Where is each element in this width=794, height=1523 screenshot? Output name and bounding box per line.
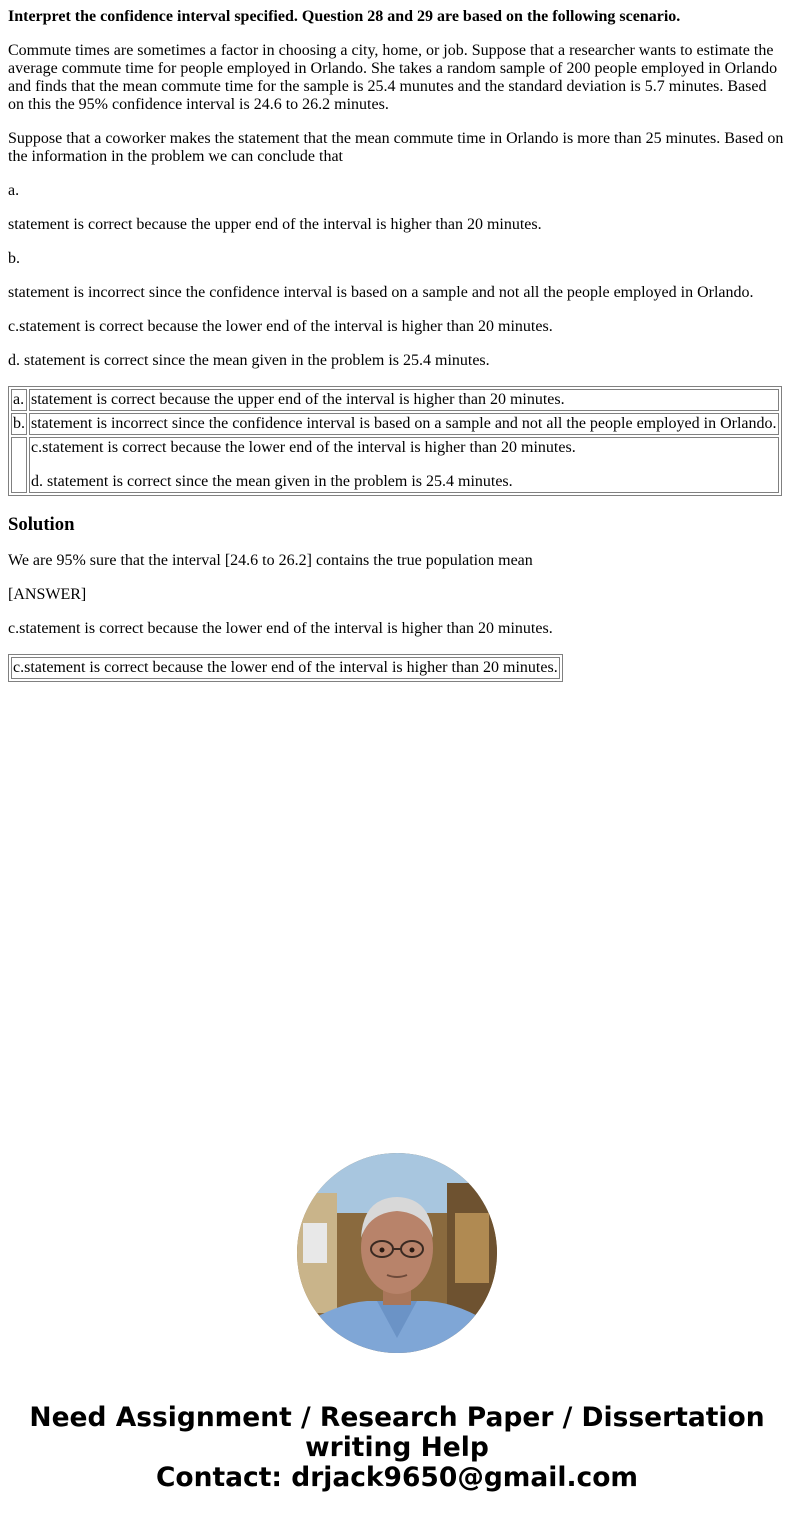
table-row bbox=[11, 657, 560, 679]
avatar-portrait-image bbox=[297, 1153, 497, 1353]
option-b-letter: b. bbox=[8, 250, 20, 267]
solution-heading: Solution bbox=[8, 514, 75, 535]
option-a-text: statement is correct because the upper end of the interval is higher than 20 minutes. bbox=[8, 216, 542, 233]
question-title: Interpret the confidence interval specified. Question 28 and 29 are based on the following scenario. bbox=[8, 8, 681, 25]
answer-box: c.statement is correct because the lower end of the interval is higher than 20 minutes. bbox=[11, 657, 560, 679]
promo-line-1: Need Assignment / Research Paper / Dissertation bbox=[29, 1402, 765, 1433]
scenario-text: Commute times are sometimes a factor in choosing a city, home, or job. Suppose that a researcher wants to estimate the average commute time for people employed in Orlando. She takes a random sample of 200 people employed in Orlando and finds that the mean commute time for the sample is 25.4 munutes and the standard deviation is 5.7 minutes. Based on this the 95% confidence interval is 24.6 to 26.2 minutes. bbox=[8, 42, 778, 113]
table-cell-text: statement is incorrect since the confidence interval is based on a sample and not all the people employed in Orlando. bbox=[29, 413, 779, 435]
question-prompt: Suppose that a coworker makes the statement that the mean commute time in Orlando is more than 25 minutes. Based on the information in the problem we can conclude that bbox=[8, 130, 784, 165]
option-c-text: c.statement is correct because the lower end of the interval is higher than 20 minutes. bbox=[8, 318, 553, 335]
table-row bbox=[11, 389, 779, 411]
table-option-d: d. statement is correct since the mean given in the problem is 25.4 minutes. bbox=[31, 473, 513, 490]
answer-text: c.statement is correct because the lower end of the interval is higher than 20 minutes. bbox=[8, 620, 553, 637]
table-cell-text bbox=[29, 437, 779, 493]
table-cell-letter: b. bbox=[11, 413, 27, 435]
table-row bbox=[11, 413, 779, 435]
table-cell-letter: a. bbox=[11, 389, 27, 411]
option-a-letter: a. bbox=[8, 182, 20, 199]
document-body bbox=[8, 8, 786, 700]
answer-label: [ANSWER] bbox=[8, 586, 87, 603]
table-cell-letter-empty bbox=[11, 437, 27, 493]
table-cell-text: statement is correct because the upper end of the interval is higher than 20 minutes. bbox=[29, 389, 779, 411]
option-d-text: d. statement is correct since the mean given in the problem is 25.4 minutes. bbox=[8, 352, 490, 369]
promo-line-2: writing Help bbox=[305, 1432, 489, 1463]
promo-contact[interactable]: Contact: drjack9650@gmail.com bbox=[155, 1462, 639, 1493]
option-b-text: statement is incorrect since the confidence interval is based on a sample and not all the people employed in Orlando. bbox=[8, 284, 754, 301]
table-row bbox=[11, 437, 779, 493]
author-avatar bbox=[297, 1153, 497, 1353]
solution-explanation: We are 95% sure that the interval [24.6 to 26.2] contains the true population mean bbox=[8, 552, 533, 569]
answer-table bbox=[8, 654, 563, 682]
promo-banner bbox=[0, 1403, 794, 1493]
options-table bbox=[8, 386, 782, 496]
table-option-c: c.statement is correct because the lower end of the interval is higher than 20 minutes. bbox=[31, 439, 576, 456]
